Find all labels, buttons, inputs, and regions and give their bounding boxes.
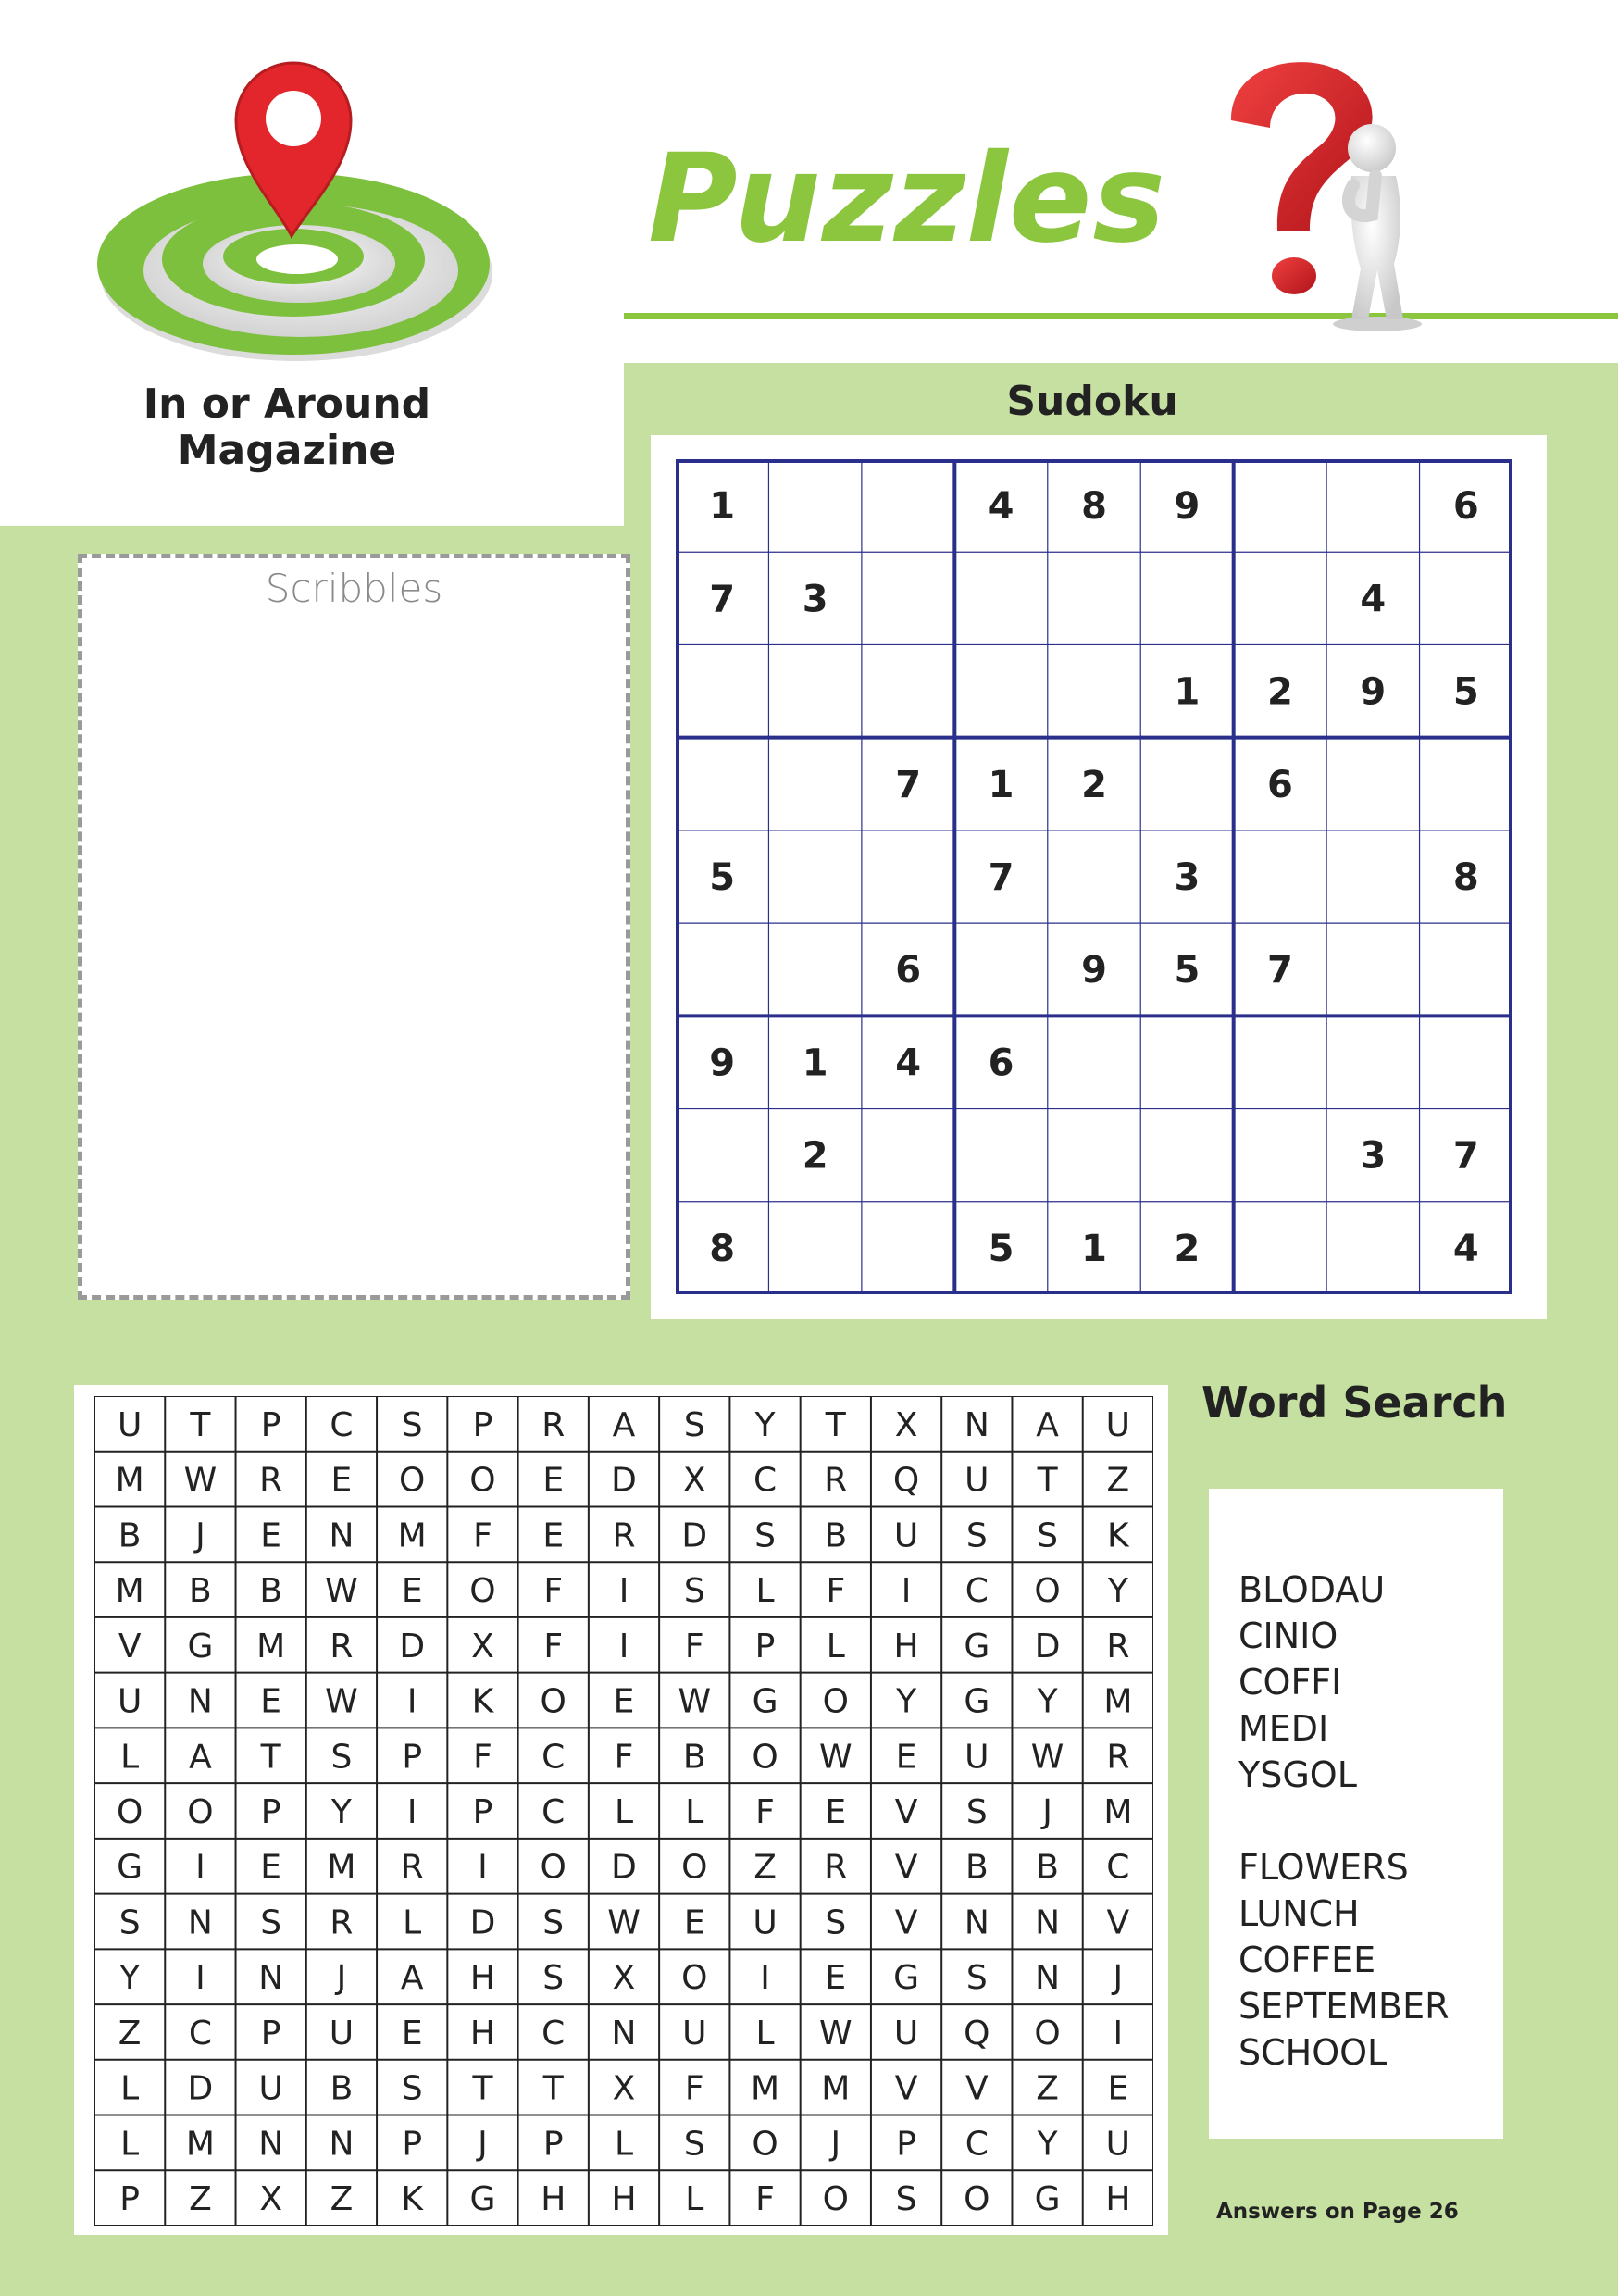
- word-search-letter[interactable]: N: [187, 1682, 213, 1721]
- sudoku-cell[interactable]: 7: [709, 578, 736, 621]
- word-search-letter[interactable]: O: [1034, 1572, 1061, 1611]
- word-search-letter[interactable]: M: [327, 1848, 356, 1887]
- word-search-letter[interactable]: I: [618, 1572, 629, 1611]
- title-underline: [624, 313, 1618, 319]
- word-search-letter[interactable]: X: [682, 1461, 706, 1500]
- word-search-letter[interactable]: C: [541, 1738, 566, 1777]
- word-english-4: SEPTEMBER: [1238, 1986, 1450, 2027]
- word-search-letter[interactable]: S: [542, 1959, 565, 1998]
- word-search-letter[interactable]: E: [542, 1516, 565, 1555]
- word-list-box: [1209, 1489, 1503, 2139]
- word-search-letter[interactable]: L: [614, 1793, 634, 1831]
- word-search-letter[interactable]: U: [329, 2014, 355, 2053]
- word-search-letter[interactable]: V: [1106, 1903, 1130, 1942]
- word-search-letter[interactable]: T: [190, 1405, 211, 1444]
- word-search-letter[interactable]: W: [607, 1903, 641, 1942]
- word-search-letter[interactable]: S: [401, 2069, 423, 2108]
- sudoku-cell[interactable]: 8: [1081, 485, 1107, 529]
- word-search-letter[interactable]: O: [116, 1793, 143, 1831]
- word-search-letter[interactable]: H: [541, 2180, 566, 2219]
- word-search-letter[interactable]: M: [185, 2125, 215, 2164]
- word-search-letter[interactable]: U: [1105, 1405, 1131, 1444]
- sudoku-cell[interactable]: 6: [988, 1042, 1014, 1085]
- sudoku-cell[interactable]: 8: [709, 1227, 736, 1270]
- word-search-letter[interactable]: V: [118, 1627, 142, 1666]
- word-search-letter[interactable]: Z: [118, 2014, 142, 2053]
- word-search-letter[interactable]: B: [682, 1738, 706, 1777]
- word-search-letter[interactable]: K: [401, 2180, 424, 2219]
- sudoku-cell[interactable]: 3: [802, 578, 828, 621]
- sudoku-cell[interactable]: 9: [1360, 670, 1387, 714]
- word-search-letter[interactable]: I: [901, 1572, 912, 1611]
- word-search-letter[interactable]: S: [1037, 1516, 1059, 1555]
- word-search-letter[interactable]: W: [678, 1682, 712, 1721]
- word-search-letter[interactable]: N: [964, 1903, 989, 1942]
- word-search-letter[interactable]: E: [401, 1572, 423, 1611]
- word-search-letter[interactable]: O: [822, 2180, 849, 2219]
- word-search-letter[interactable]: A: [612, 1405, 636, 1444]
- brand-line-2: Magazine: [177, 427, 397, 474]
- word-search-letter[interactable]: J: [830, 2125, 841, 2164]
- word-search-letter[interactable]: S: [683, 2125, 705, 2164]
- word-search-letter[interactable]: V: [894, 1793, 918, 1831]
- sudoku-cell[interactable]: 5: [1174, 949, 1201, 992]
- word-search-letter[interactable]: X: [612, 2069, 636, 2108]
- word-search-letter[interactable]: P: [260, 2014, 281, 2053]
- word-search-letter[interactable]: V: [894, 2069, 918, 2108]
- word-search-letter[interactable]: U: [753, 1903, 778, 1942]
- sudoku-cell[interactable]: 7: [1452, 1134, 1479, 1178]
- word-search-letter[interactable]: P: [119, 2180, 140, 2219]
- word-search-letter[interactable]: O: [540, 1682, 566, 1721]
- word-search-letter[interactable]: I: [760, 1959, 770, 1998]
- word-search-letter[interactable]: P: [260, 1405, 281, 1444]
- sudoku-cell[interactable]: 9: [1081, 949, 1107, 992]
- word-search-letter[interactable]: O: [469, 1461, 496, 1500]
- word-search-letter[interactable]: P: [754, 1627, 776, 1666]
- word-search-letter[interactable]: J: [478, 2125, 488, 2164]
- word-search-letter[interactable]: Y: [119, 1959, 141, 1998]
- word-search-letter[interactable]: O: [540, 1848, 566, 1887]
- word-search-letter[interactable]: R: [259, 1461, 283, 1500]
- word-search-letter[interactable]: Z: [753, 1848, 777, 1887]
- sudoku-grid[interactable]: [676, 459, 1512, 1294]
- word-search-letter[interactable]: I: [478, 1848, 488, 1887]
- word-search-letter[interactable]: G: [117, 1848, 143, 1887]
- word-search-letter[interactable]: S: [825, 1903, 847, 1942]
- sudoku-cell[interactable]: 1: [802, 1042, 828, 1085]
- word-search-letter[interactable]: G: [893, 1959, 920, 1998]
- word-search-letter[interactable]: H: [893, 1627, 919, 1666]
- word-search-letter[interactable]: G: [964, 1627, 990, 1666]
- word-welsh-1: BLODAU: [1238, 1569, 1386, 1610]
- sudoku-cell[interactable]: 6: [895, 949, 922, 992]
- word-search-letter[interactable]: S: [118, 1903, 141, 1942]
- word-search-letter[interactable]: O: [752, 2125, 778, 2164]
- word-search-letter[interactable]: L: [120, 2125, 140, 2164]
- word-search-letter[interactable]: C: [541, 1793, 566, 1831]
- word-search-letter[interactable]: S: [330, 1738, 353, 1777]
- word-search-letter[interactable]: O: [964, 2180, 990, 2219]
- word-search-letter[interactable]: M: [1103, 1793, 1133, 1831]
- word-search-letter[interactable]: N: [964, 1405, 989, 1444]
- word-search-letter[interactable]: Q: [964, 2014, 990, 2053]
- word-welsh-3: COFFI: [1238, 1662, 1342, 1703]
- word-search-letter[interactable]: U: [682, 2014, 707, 2053]
- word-search-letter[interactable]: C: [965, 2125, 989, 2164]
- word-list: [1238, 1566, 1450, 2076]
- word-search-letter[interactable]: N: [1035, 1903, 1061, 1942]
- sudoku-cell[interactable]: 7: [895, 763, 922, 806]
- word-search-letter[interactable]: E: [401, 2014, 423, 2053]
- word-search-letter[interactable]: G: [1034, 2180, 1061, 2219]
- word-search-letter[interactable]: X: [259, 2180, 283, 2219]
- word-search-letter[interactable]: D: [187, 2069, 214, 2108]
- word-search-letter[interactable]: F: [684, 1627, 704, 1666]
- word-search-letter[interactable]: V: [894, 1903, 918, 1942]
- sudoku-cell[interactable]: 4: [895, 1042, 922, 1085]
- word-search-letter[interactable]: W: [818, 1738, 853, 1777]
- word-search-letter[interactable]: L: [755, 1572, 775, 1611]
- word-search-letter[interactable]: E: [1107, 2069, 1129, 2108]
- word-search-letter[interactable]: P: [260, 1793, 281, 1831]
- sudoku-cell[interactable]: 2: [802, 1134, 828, 1178]
- word-search-letter[interactable]: S: [683, 1405, 705, 1444]
- word-search-letter[interactable]: T: [825, 1405, 846, 1444]
- word-search-letter[interactable]: S: [542, 1903, 565, 1942]
- word-search-letter[interactable]: E: [542, 1461, 565, 1500]
- word-search-letter[interactable]: F: [684, 2069, 704, 2108]
- word-search-letter[interactable]: N: [258, 2125, 284, 2164]
- sudoku-cell[interactable]: 7: [1266, 949, 1293, 992]
- word-search-letter[interactable]: S: [754, 1516, 776, 1555]
- word-search-letter[interactable]: I: [1113, 2014, 1124, 2053]
- word-search-letter[interactable]: Y: [896, 1682, 917, 1721]
- word-search-letter[interactable]: Z: [1106, 1461, 1130, 1500]
- word-search-letter[interactable]: I: [618, 1627, 629, 1666]
- word-search-letter[interactable]: I: [406, 1793, 417, 1831]
- word-search-letter[interactable]: M: [1103, 1682, 1133, 1721]
- word-search-letter[interactable]: M: [751, 2069, 780, 2108]
- word-search-letter[interactable]: U: [258, 2069, 283, 2108]
- sudoku-cell[interactable]: 4: [1452, 1227, 1479, 1270]
- word-search-letter[interactable]: D: [611, 1461, 637, 1500]
- word-search-letter[interactable]: C: [1106, 1848, 1130, 1887]
- sudoku-cell[interactable]: 9: [1174, 485, 1201, 529]
- word-search-letter[interactable]: E: [613, 1682, 635, 1721]
- sudoku-cell[interactable]: 4: [1360, 578, 1387, 621]
- sudoku-cell[interactable]: 6: [1452, 485, 1479, 529]
- word-search-letter[interactable]: N: [258, 1959, 284, 1998]
- word-search-letter[interactable]: Z: [1036, 2069, 1059, 2108]
- word-search-letter[interactable]: Y: [1107, 1572, 1128, 1611]
- word-search-letter[interactable]: N: [329, 2125, 355, 2164]
- sudoku-cell[interactable]: 9: [709, 1042, 736, 1085]
- word-search-letter[interactable]: L: [685, 1793, 704, 1831]
- word-search-letter[interactable]: S: [895, 2180, 917, 2219]
- word-welsh-4: MEDI: [1238, 1708, 1329, 1749]
- word-search-letter[interactable]: Y: [1037, 2125, 1058, 2164]
- word-search-letter[interactable]: L: [403, 1903, 422, 1942]
- word-search-letter[interactable]: V: [894, 1848, 918, 1887]
- word-search-grid[interactable]: [94, 1396, 1153, 2226]
- word-search-letter[interactable]: U: [117, 1682, 143, 1721]
- word-search-letter[interactable]: B: [965, 1848, 989, 1887]
- scribbles-box[interactable]: [78, 554, 630, 1300]
- word-search-letter[interactable]: U: [965, 1738, 989, 1777]
- word-search-letter[interactable]: D: [469, 1903, 496, 1942]
- word-search-letter[interactable]: F: [543, 1627, 564, 1666]
- word-search-letter[interactable]: P: [402, 1738, 423, 1777]
- word-search-letter[interactable]: N: [1035, 1959, 1061, 1998]
- word-list-gap: [1238, 1798, 1450, 1844]
- sudoku-title: Sudoku: [1006, 378, 1178, 425]
- word-search-letter[interactable]: R: [824, 1848, 848, 1887]
- sudoku-cell[interactable]: 3: [1174, 856, 1201, 899]
- word-search-letter[interactable]: G: [752, 1682, 778, 1721]
- word-search-letter[interactable]: O: [1034, 2014, 1061, 2053]
- word-english-3: COFFEE: [1238, 1940, 1376, 1980]
- word-search-letter[interactable]: C: [188, 2014, 212, 2053]
- word-search-letter[interactable]: R: [1106, 1738, 1130, 1777]
- word-search-letter[interactable]: Q: [892, 1461, 920, 1500]
- word-search-letter[interactable]: D: [1034, 1627, 1061, 1666]
- word-search-letter[interactable]: E: [260, 1516, 282, 1555]
- word-search-letter[interactable]: F: [755, 1793, 775, 1831]
- word-search-letter[interactable]: U: [117, 1405, 143, 1444]
- word-search-letter[interactable]: L: [120, 2069, 140, 2108]
- word-search-letter[interactable]: E: [895, 1738, 917, 1777]
- word-search-letter[interactable]: J: [336, 1959, 347, 1998]
- word-search-letter[interactable]: R: [330, 1627, 354, 1666]
- word-search-letter[interactable]: O: [681, 1848, 708, 1887]
- word-search-letter[interactable]: M: [115, 1461, 144, 1500]
- word-search-letter[interactable]: S: [965, 1516, 988, 1555]
- word-search-letter[interactable]: U: [965, 1461, 989, 1500]
- word-search-letter[interactable]: W: [183, 1461, 218, 1500]
- word-search-letter[interactable]: L: [685, 2180, 704, 2219]
- word-search-letter[interactable]: E: [260, 1848, 282, 1887]
- word-search-letter[interactable]: J: [1113, 1959, 1124, 1998]
- sudoku-cell[interactable]: 8: [1452, 856, 1479, 899]
- word-welsh-5: YSGOL: [1238, 1754, 1357, 1795]
- word-english-5: SCHOOL: [1238, 2032, 1388, 2073]
- word-search-letter[interactable]: N: [187, 1903, 213, 1942]
- word-search-letter[interactable]: V: [965, 2069, 989, 2108]
- word-search-letter[interactable]: O: [187, 1793, 214, 1831]
- word-search-letter[interactable]: Z: [189, 2180, 212, 2219]
- word-search-letter[interactable]: U: [893, 1516, 919, 1555]
- word-search-letter[interactable]: O: [822, 1682, 849, 1721]
- word-search-letter[interactable]: L: [826, 1627, 845, 1666]
- word-search-letter[interactable]: M: [821, 2069, 851, 2108]
- word-search-letter[interactable]: B: [824, 1516, 848, 1555]
- word-search-letter[interactable]: R: [612, 1516, 636, 1555]
- scribbles-label: Scribbles: [265, 566, 443, 611]
- sudoku-cell[interactable]: 5: [709, 856, 736, 899]
- sudoku-cell[interactable]: 6: [1266, 763, 1293, 806]
- word-search-letter[interactable]: S: [401, 1405, 423, 1444]
- word-search-letter[interactable]: M: [115, 1572, 144, 1611]
- word-search-letter[interactable]: Y: [1037, 1682, 1058, 1721]
- word-search-letter[interactable]: E: [683, 1903, 705, 1942]
- word-search-letter[interactable]: D: [681, 1516, 708, 1555]
- page-title: Puzzles: [648, 128, 1167, 270]
- sudoku-cell[interactable]: 4: [988, 485, 1014, 529]
- sudoku-cell[interactable]: 5: [1452, 670, 1479, 714]
- sudoku-cell[interactable]: 1: [1081, 1227, 1107, 1270]
- word-search-letter[interactable]: W: [325, 1572, 358, 1611]
- word-search-letter[interactable]: P: [472, 1793, 493, 1831]
- word-search-letter[interactable]: E: [260, 1682, 282, 1721]
- word-search-letter[interactable]: D: [611, 1848, 637, 1887]
- word-search-letter[interactable]: F: [473, 1738, 492, 1777]
- word-search-letter[interactable]: A: [400, 1959, 424, 1998]
- word-english-2: LUNCH: [1238, 1893, 1360, 1934]
- word-search-letter[interactable]: L: [755, 2014, 775, 2053]
- word-search-letter[interactable]: B: [259, 1572, 283, 1611]
- word-search-letter[interactable]: C: [965, 1572, 989, 1611]
- sudoku-cell[interactable]: 1: [709, 485, 736, 529]
- word-search-letter[interactable]: W: [325, 1682, 358, 1721]
- word-search-letter[interactable]: G: [964, 1682, 990, 1721]
- word-search-letter[interactable]: O: [752, 1738, 778, 1777]
- word-search-letter[interactable]: B: [330, 2069, 354, 2108]
- word-search-letter[interactable]: Y: [330, 1793, 352, 1831]
- word-search-letter[interactable]: E: [825, 1793, 847, 1831]
- word-search-letter[interactable]: B: [118, 1516, 142, 1555]
- word-search-letter[interactable]: H: [469, 2014, 496, 2053]
- word-search-letter[interactable]: T: [260, 1738, 281, 1777]
- word-search-letter[interactable]: R: [541, 1405, 566, 1444]
- word-search-letter[interactable]: U: [893, 2014, 919, 2053]
- word-search-letter[interactable]: G: [187, 1627, 214, 1666]
- word-search-letter[interactable]: W: [1030, 1738, 1064, 1777]
- word-search-letter[interactable]: M: [256, 1627, 286, 1666]
- sudoku-cell[interactable]: 2: [1266, 670, 1293, 714]
- question-mark-figure-icon: [1213, 56, 1435, 333]
- sudoku-cell[interactable]: 5: [988, 1227, 1014, 1270]
- word-search-letter[interactable]: I: [406, 1682, 417, 1721]
- location-pin-logo-icon: [88, 28, 514, 370]
- word-search-letter[interactable]: F: [543, 1572, 564, 1611]
- word-search-letter[interactable]: G: [469, 2180, 496, 2219]
- sudoku-cell[interactable]: 1: [1174, 670, 1201, 714]
- word-search-letter[interactable]: R: [1106, 1627, 1130, 1666]
- word-search-letter[interactable]: X: [471, 1627, 494, 1666]
- word-search-letter[interactable]: K: [1107, 1516, 1129, 1555]
- word-english-1: FLOWERS: [1238, 1847, 1409, 1888]
- word-search-letter[interactable]: B: [189, 1572, 212, 1611]
- word-search-letter[interactable]: B: [1036, 1848, 1059, 1887]
- word-search-letter[interactable]: W: [818, 2014, 853, 2053]
- word-search-letter[interactable]: F: [755, 2180, 775, 2219]
- word-search-letter[interactable]: O: [399, 1461, 426, 1500]
- word-search-letter[interactable]: U: [1105, 2125, 1131, 2164]
- sudoku-background: [676, 459, 1512, 1294]
- word-search-letter[interactable]: J: [195, 1516, 205, 1555]
- word-search-letter[interactable]: E: [330, 1461, 353, 1500]
- word-search-letter[interactable]: S: [683, 1572, 705, 1611]
- word-search-letter[interactable]: I: [195, 1959, 205, 1998]
- word-search-letter[interactable]: F: [614, 1738, 634, 1777]
- word-search-letter[interactable]: P: [472, 1405, 493, 1444]
- word-search-letter[interactable]: S: [965, 1793, 988, 1831]
- word-search-letter[interactable]: X: [894, 1405, 918, 1444]
- sudoku-cell[interactable]: 2: [1081, 763, 1107, 806]
- word-search-letter[interactable]: R: [400, 1848, 424, 1887]
- word-search-letter[interactable]: Z: [330, 2180, 354, 2219]
- word-search-title: Word Search: [1201, 1378, 1508, 1428]
- word-search-letter[interactable]: R: [824, 1461, 848, 1500]
- word-search-letter[interactable]: H: [1105, 2180, 1131, 2219]
- word-search-letter[interactable]: T: [472, 2069, 493, 2108]
- word-search-letter[interactable]: R: [330, 1903, 354, 1942]
- sudoku-cell[interactable]: 3: [1360, 1134, 1387, 1178]
- word-search-letter[interactable]: S: [965, 1959, 988, 1998]
- word-search-letter[interactable]: X: [612, 1959, 636, 1998]
- word-search-letter[interactable]: C: [330, 1405, 354, 1444]
- word-search-letter[interactable]: C: [753, 1461, 778, 1500]
- word-search-letter[interactable]: O: [469, 1572, 496, 1611]
- word-search-letter[interactable]: N: [611, 2014, 637, 2053]
- word-search-letter[interactable]: H: [611, 2180, 637, 2219]
- word-search-letter[interactable]: L: [120, 1738, 140, 1777]
- word-search-letter[interactable]: N: [329, 1516, 355, 1555]
- magazine-brand: [93, 381, 481, 474]
- sudoku-cell[interactable]: 1: [988, 763, 1014, 806]
- word-search-letter[interactable]: H: [469, 1959, 496, 1998]
- word-search-letter[interactable]: Y: [754, 1405, 776, 1444]
- word-search-letter[interactable]: C: [541, 2014, 566, 2053]
- word-search-letter[interactable]: D: [399, 1627, 426, 1666]
- word-search-letter[interactable]: T: [542, 2069, 564, 2108]
- word-search-letter[interactable]: T: [1037, 1461, 1058, 1500]
- answers-note: Answers on Page 26: [1216, 2200, 1459, 2224]
- word-search-letter[interactable]: F: [826, 1572, 846, 1611]
- word-search-letter[interactable]: S: [260, 1903, 282, 1942]
- word-search-letter[interactable]: J: [1042, 1793, 1052, 1831]
- word-search-letter[interactable]: P: [402, 2125, 423, 2164]
- brand-line-1: In or Around: [143, 381, 431, 428]
- sudoku-cell[interactable]: 2: [1174, 1227, 1201, 1270]
- word-search-letter[interactable]: I: [195, 1848, 205, 1887]
- word-search-letter[interactable]: L: [614, 2125, 634, 2164]
- word-search-letter[interactable]: F: [473, 1516, 492, 1555]
- word-search-letter[interactable]: M: [397, 1516, 427, 1555]
- word-search-letter[interactable]: A: [1036, 1405, 1059, 1444]
- word-search-letter[interactable]: E: [825, 1959, 847, 1998]
- word-search-letter[interactable]: O: [681, 1959, 708, 1998]
- sudoku-cell[interactable]: 7: [988, 856, 1014, 899]
- word-search-letter[interactable]: A: [189, 1738, 212, 1777]
- word-search-letter[interactable]: P: [896, 2125, 916, 2164]
- word-welsh-2: CINIO: [1238, 1616, 1338, 1656]
- word-search-letter[interactable]: P: [542, 2125, 564, 2164]
- word-search-letter[interactable]: K: [471, 1682, 494, 1721]
